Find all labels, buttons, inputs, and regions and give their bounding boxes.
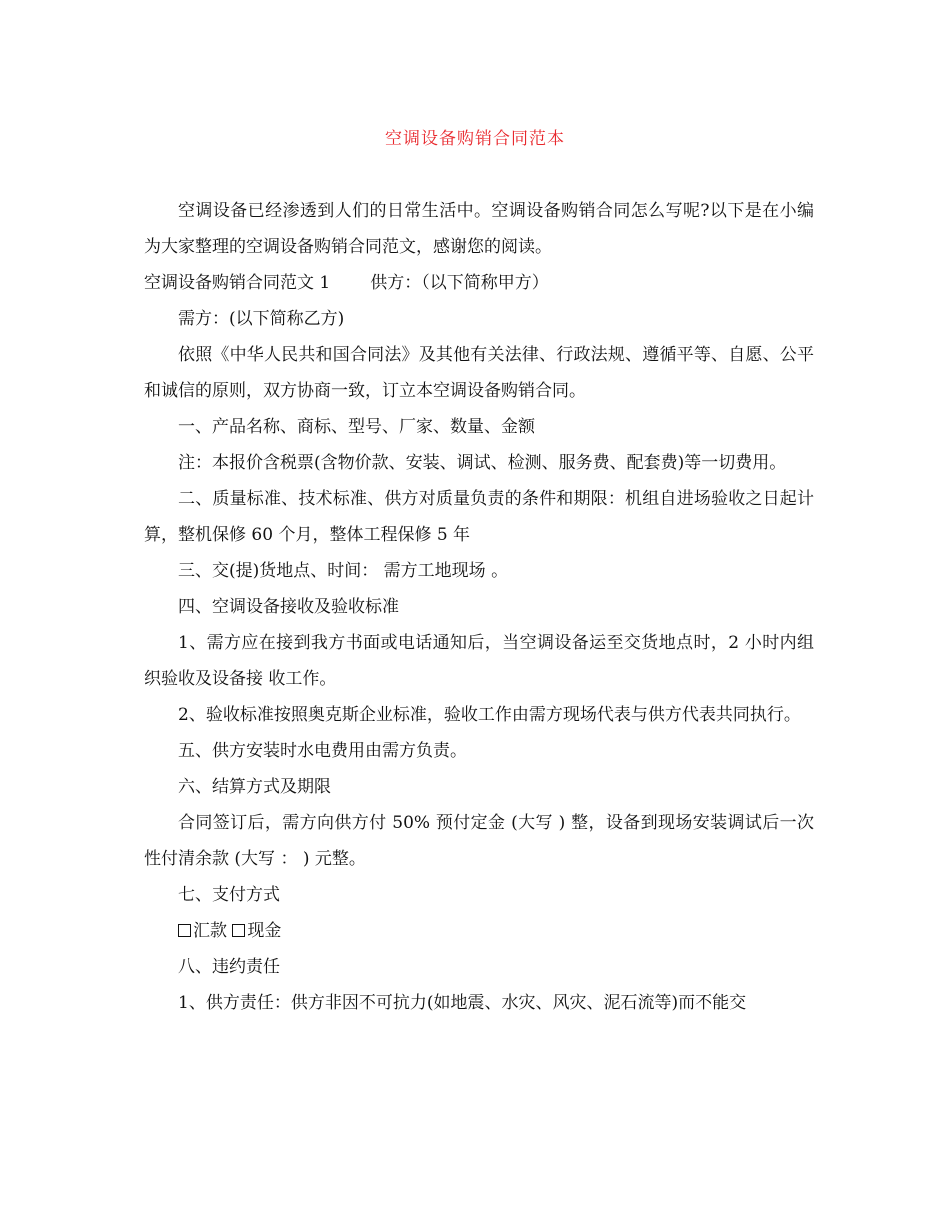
clause-4-1: 1、需方应在接到我方书面或电话通知后，当空调设备运至交货地点时，2 小时内组织验收及设备接 收工作。 [144, 633, 814, 689]
clause-2: 二、质量标准、技术标准、供方对质量负责的条件和期限：机组自进场验收之日起计算，整机保修 60 个月，整体工程保修 5 年 [144, 489, 814, 545]
clause-8-1: 1、供方责任：供方非因不可抗力(如地震、水灾、风灾、泥石流等)而不能交 [178, 993, 747, 1013]
document-title: 空调设备购销合同范本 [385, 129, 565, 149]
clause-1-note: 注：本报价含税票(含物价款、安装、调试、检测、服务费、配套费)等一切费用。 [178, 453, 787, 473]
clause-1-heading: 一、产品名称、商标、型号、厂家、数量、金额 [178, 417, 535, 437]
buyer-line: 需方：(以下简称乙方) [178, 309, 345, 329]
remit-checkbox[interactable] [178, 924, 191, 937]
payment-options [144, 913, 814, 949]
payment-paragraph: 合同签订后，需方向供方付 50% 预付定金 (大写 ) 整，设备到现场安装调试后一次性付清余款 (大写 ： ) 元整。 [144, 813, 814, 869]
clause-7-heading: 七、支付方式 [178, 885, 280, 905]
basis-paragraph: 依照《中华人民共和国合同法》及其他有关法律、行政法规、遵循平等、自愿、公平和诚信的原则，双方协商一致，订立本空调设备购销合同。 [144, 345, 814, 401]
remit-label: 汇款 [193, 921, 227, 941]
cash-checkbox[interactable] [232, 924, 245, 937]
clause-3: 三、交(提)货地点、时间： 需方工地现场 。 [178, 561, 509, 581]
clause-8-heading: 八、违约责任 [178, 957, 280, 977]
section-heading: 空调设备购销合同范文 1 [144, 273, 331, 293]
document-body [144, 193, 814, 1021]
clause-4-heading: 四、空调设备接收及验收标准 [178, 597, 399, 617]
intro-paragraph: 空调设备已经渗透到人们的日常生活中。空调设备购销合同怎么写呢?以下是在小编为大家整理的空调设备购销合同范文，感谢您的阅读。 [144, 201, 814, 257]
cash-label: 现金 [247, 921, 282, 941]
supplier-line: 供方：（以下简称甲方） [370, 273, 549, 293]
clause-5: 五、供方安装时水电费用由需方负责。 [178, 741, 467, 761]
clause-4-2: 2、验收标准按照奥克斯企业标准，验收工作由需方现场代表与供方代表共同执行。 [178, 705, 801, 725]
section-heading-line [144, 265, 814, 301]
clause-6-heading: 六、结算方式及期限 [178, 777, 331, 797]
